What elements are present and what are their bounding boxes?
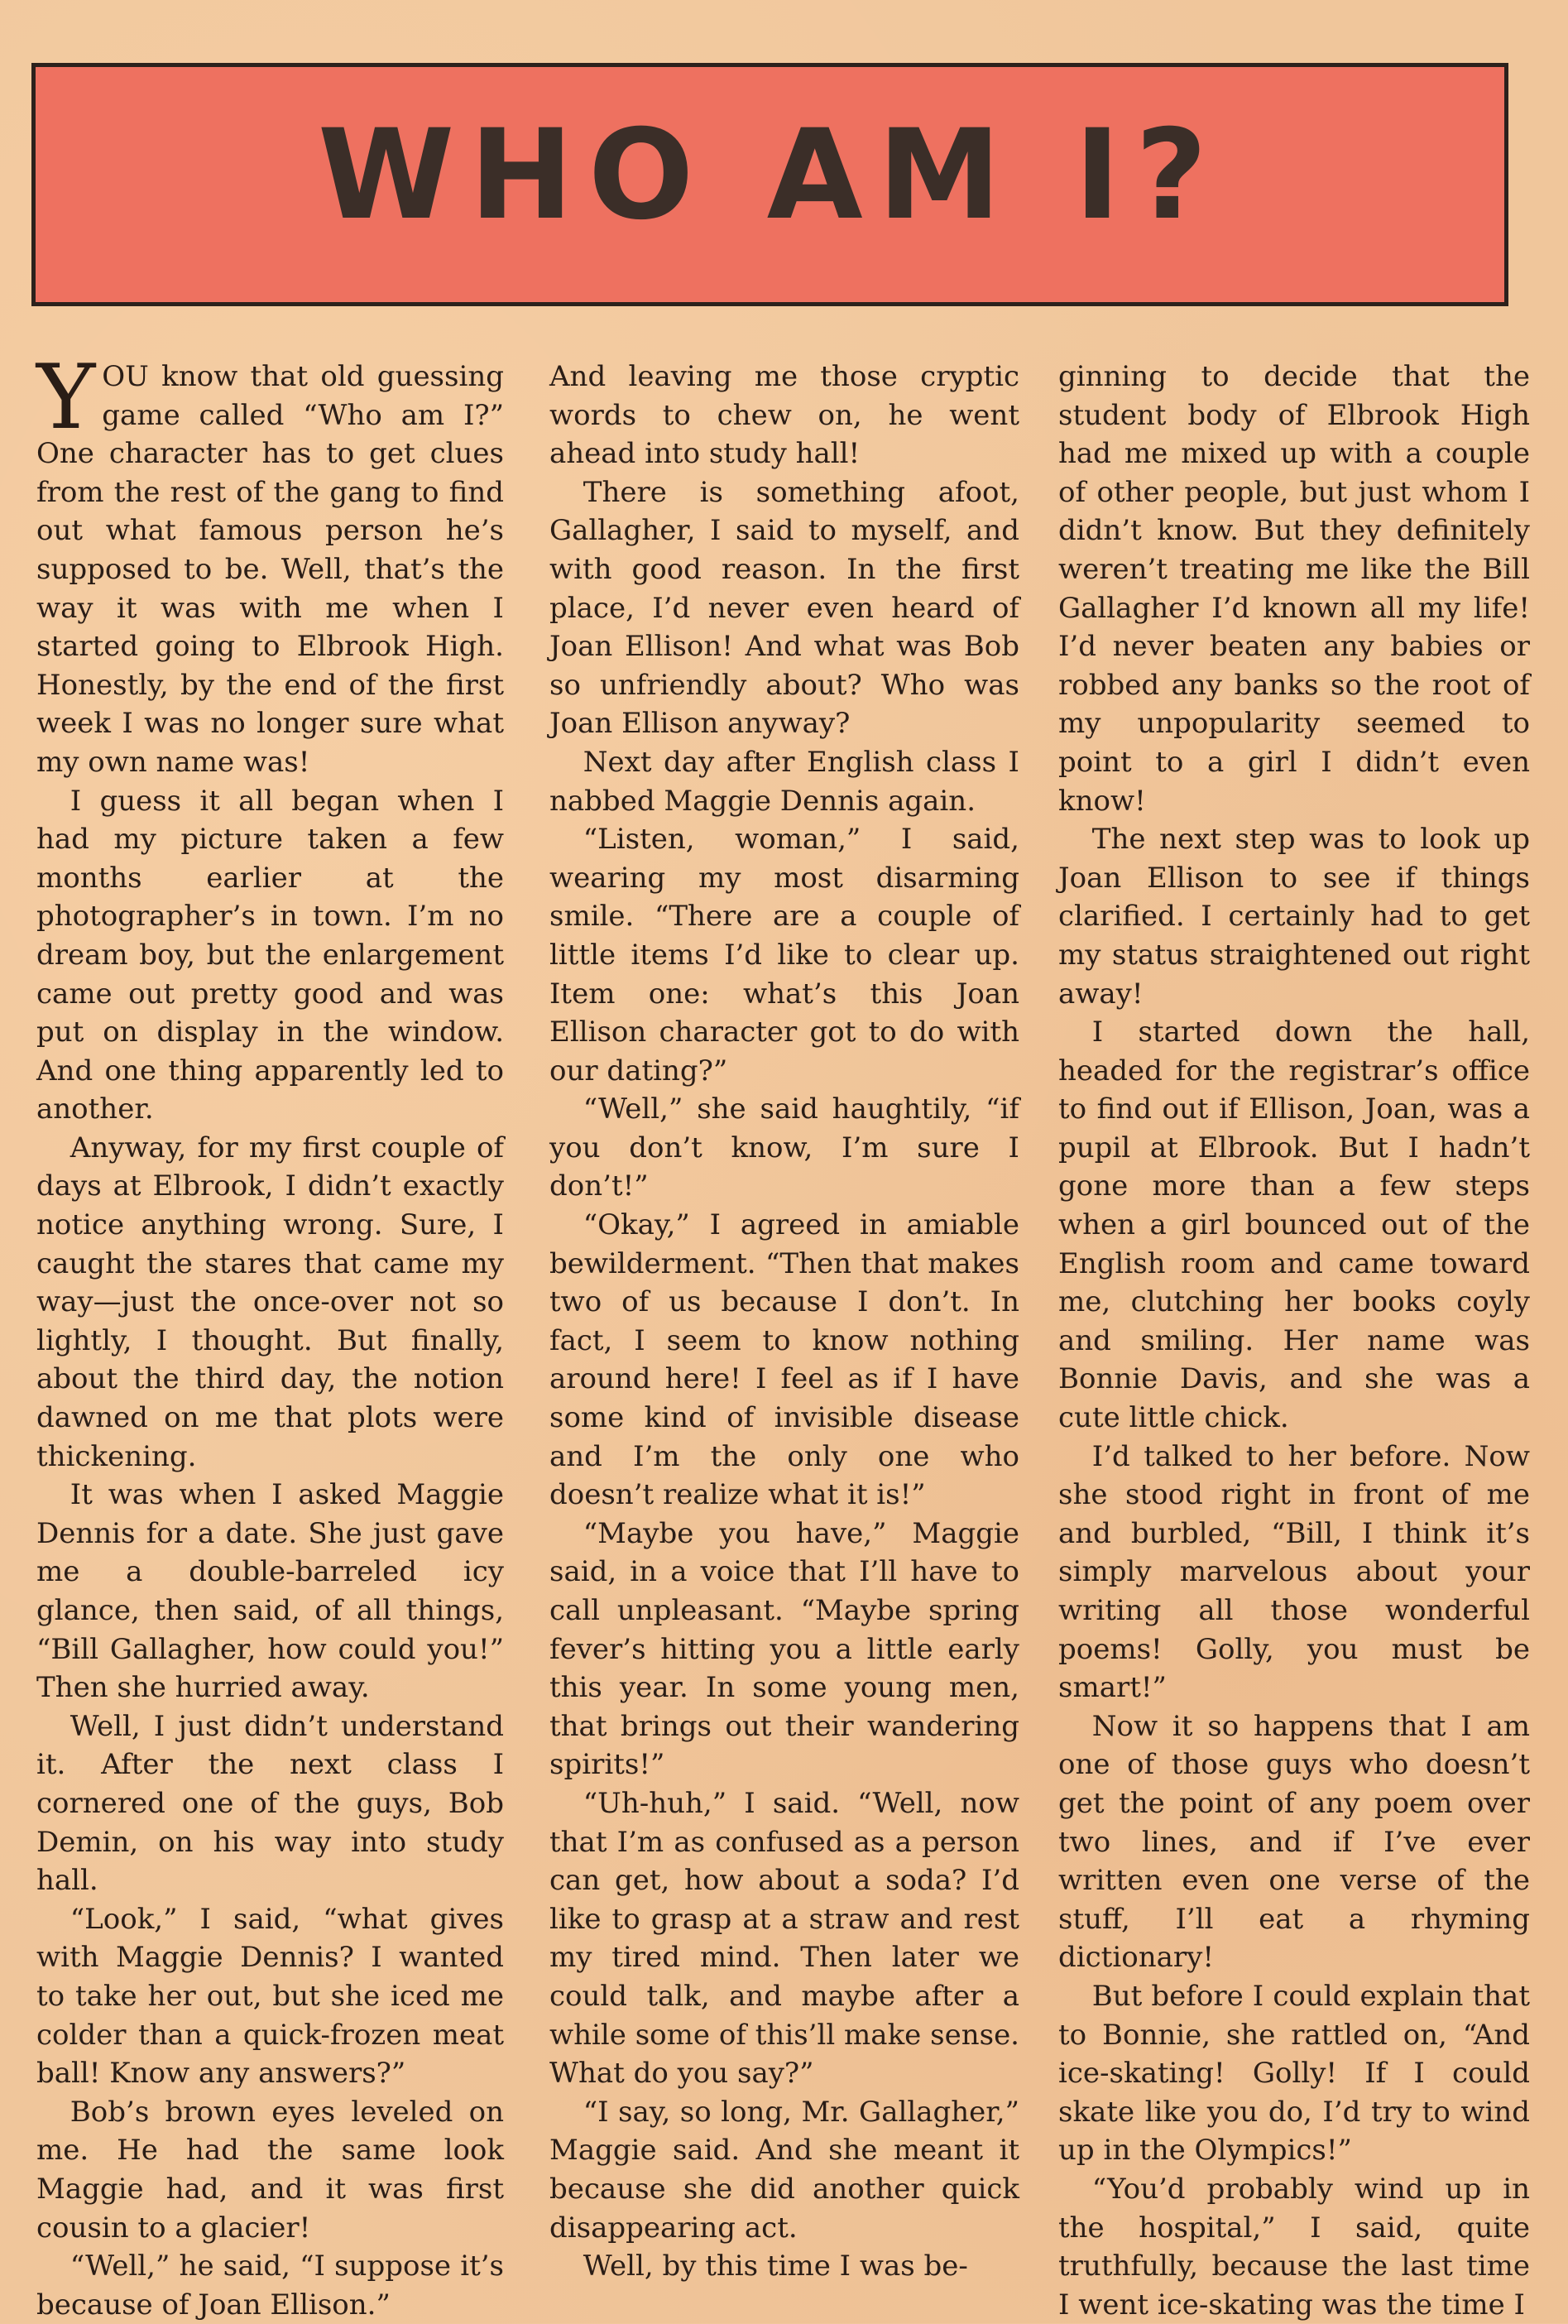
paragraph-text: I guess it all began when I had my picture taken a few months earlier at the photographer’s in town. I’m no dream boy, but the enlargement came out pretty good and was put on display in the window. And one thing apparently led to another. [36, 784, 504, 1126]
paragraph-text: It was when I asked Maggie Dennis for a date. She just gave me a double-barreled icy glance, then said, of all things, “Bill Gallagher, how could you!” Then she hurried away. [36, 1478, 504, 1705]
paragraph [36, 1707, 504, 1900]
text-column-2 [549, 358, 1019, 2286]
paragraph [36, 2093, 504, 2247]
paragraph [549, 1515, 1019, 1784]
paragraph [1058, 1977, 1530, 2170]
paragraph-text: “Look,” I said, “what gives with Maggie Dennis? I wanted to take her out, but she iced me colder than a quick-frozen meat ball! Know any answers?” [36, 1902, 504, 2091]
page-title: WHO AM I? [317, 103, 1223, 247]
paragraph [36, 346, 504, 782]
paragraph [549, 2093, 1019, 2247]
paragraph [549, 358, 1019, 473]
paragraph-text: There is something afoot, Gallagher, I said to myself, and with good reason. In the first place, I’d never even heard of Joan Ellison! And what was Bob so unfriendly about? Who was Joan Ellison anyway? [549, 475, 1019, 741]
paragraph [36, 1476, 504, 1707]
paragraph-text: “Okay,” I agreed in amiable bewilderment. “Then that makes two of us because I don’t. In fact, I seem to know nothing around here! I feel as if I have some kind of invisible disease and I’m the only one who doesn’t realize what it is!” [549, 1208, 1019, 1512]
text-column-3 [1058, 358, 1530, 2324]
paragraph [549, 1784, 1019, 2093]
paragraph-text: “Well,” he said, “I suppose it’s because of Joan Ellison.” [36, 2250, 504, 2322]
paragraph [36, 1900, 504, 2093]
paragraph [1058, 358, 1530, 820]
paragraph [36, 2247, 504, 2324]
paragraph-text: “Maybe you have,” Maggie said, in a voice that I’ll have to call unpleasant. “Maybe spring fever’s hitting you a little early this year. In some young men, that brings out their wandering spirits!” [549, 1516, 1019, 1782]
paragraph [549, 2247, 1019, 2286]
paragraph [36, 1129, 504, 1476]
paragraph [549, 1206, 1019, 1515]
paragraph [1058, 1707, 1530, 1977]
paragraph [549, 473, 1019, 743]
paragraph [549, 1090, 1019, 1206]
paragraph-text: Anyway, for my first couple of days at Elbrook, I didn’t exactly notice anything wrong. Sure, I caught the stares that came my way—just the once-over not so lightly, I thought. But finally, about the third day, the notion dawned on me that plots were thickening. [36, 1131, 504, 1473]
paragraph [1058, 820, 1530, 1013]
paragraph [36, 782, 504, 1129]
title-banner [31, 63, 1508, 306]
paragraph-text: “You’d probably wind up in the hospital,” I said, quite truthfully, because the last time I went ice-skating was the time I [1058, 2172, 1530, 2322]
paragraph-text: Next day after English class I nabbed Maggie Dennis again. [549, 745, 1019, 818]
paragraph-text: The next step was to look up Joan Ellison to see if things clarified. I certainly had to get my status straightened out right away! [1058, 823, 1530, 1011]
paragraph [1058, 2170, 1530, 2324]
paragraph [549, 743, 1019, 820]
paragraph-text: “Well,” she said haughtily, “if you don’t know, I’m sure I don’t!” [549, 1092, 1019, 1203]
paragraph [549, 820, 1019, 1090]
paragraph [1058, 1013, 1530, 1438]
paragraph-text: I started down the hall, headed for the registrar’s office to find out if Ellison, Joan, was a pupil at Elbrook. But I hadn’t gone more than a few steps when a girl bounced out of the English room and came toward me, clutching her books coyly and smiling. Her name was Bonnie Davis, and she was a cute little chick. [1058, 1016, 1530, 1435]
paragraph-text: Well, by this time I was be- [583, 2250, 968, 2283]
paragraph-text: I’d talked to her before. Now she stood right in front of me and burbled, “Bill, I think it’s simply marvelous about your writing all those wonderful poems! Golly, you must be smart!” [1058, 1439, 1530, 1705]
text-column-1 [36, 346, 504, 2324]
paragraph-text: OU know that old guessing game called “Who am I?” One character has to get clues from the rest of the gang to find out what famous person he’s supposed to be. Well, that’s the way it was with me when I started going to Elbrook High. Honestly, by the end of the first week I was no longer sure what my own name was! [36, 360, 504, 779]
paragraph-text: But before I could explain that to Bonnie, she rattled on, “And ice-skating! Golly! If I could skate like you do, I’d try to wind up in the Olympics!” [1058, 1979, 1530, 2168]
paragraph-text: “I say, so long, Mr. Gallagher,” Maggie said. And she meant it because she did another quick disappearing act. [549, 2095, 1019, 2245]
paragraph-text: “Uh-huh,” I said. “Well, now that I’m as confused as a person can get, how about a soda? I’d like to grasp at a straw and rest my tired mind. Then later we could talk, and maybe after a while some of this’ll make sense. What do you say?” [549, 1786, 1019, 2091]
paragraph [1058, 1438, 1530, 1707]
paragraph-text: Bob’s brown eyes leveled on me. He had the same look Maggie had, and it was first cousin to a glacier! [36, 2095, 504, 2245]
paragraph-text: Now it so happens that I am one of those guys who doesn’t get the point of any poem over two lines, and if I’ve ever written even one verse of the stuff, I’ll eat a rhyming dictionary! [1058, 1709, 1530, 1975]
paragraph-text: And leaving me those cryptic words to chew on, he went ahead into study hall! [549, 360, 1019, 471]
paragraph-text: ginning to decide that the student body of Elbrook High had me mixed up with a couple of other people, but just whom I didn’t know. But they definitely weren’t treating me like the Bill Gallagher I’d known all my life! I’d never beaten any babies or robbed any banks so the root of my unpopularity seemed to point to a girl I didn’t even know! [1058, 360, 1530, 818]
paragraph-text: “Listen, woman,” I said, wearing my most disarming smile. “There are a couple of little items I’d like to clear up. Item one: what’s this Joan Ellison character got to do with our dating?” [549, 823, 1019, 1088]
drop-cap: Y [36, 346, 96, 449]
paragraph-text: Well, I just didn’t understand it. After the next class I cornered one of the guys, Bob Demin, on his way into study hall. [36, 1709, 504, 1898]
